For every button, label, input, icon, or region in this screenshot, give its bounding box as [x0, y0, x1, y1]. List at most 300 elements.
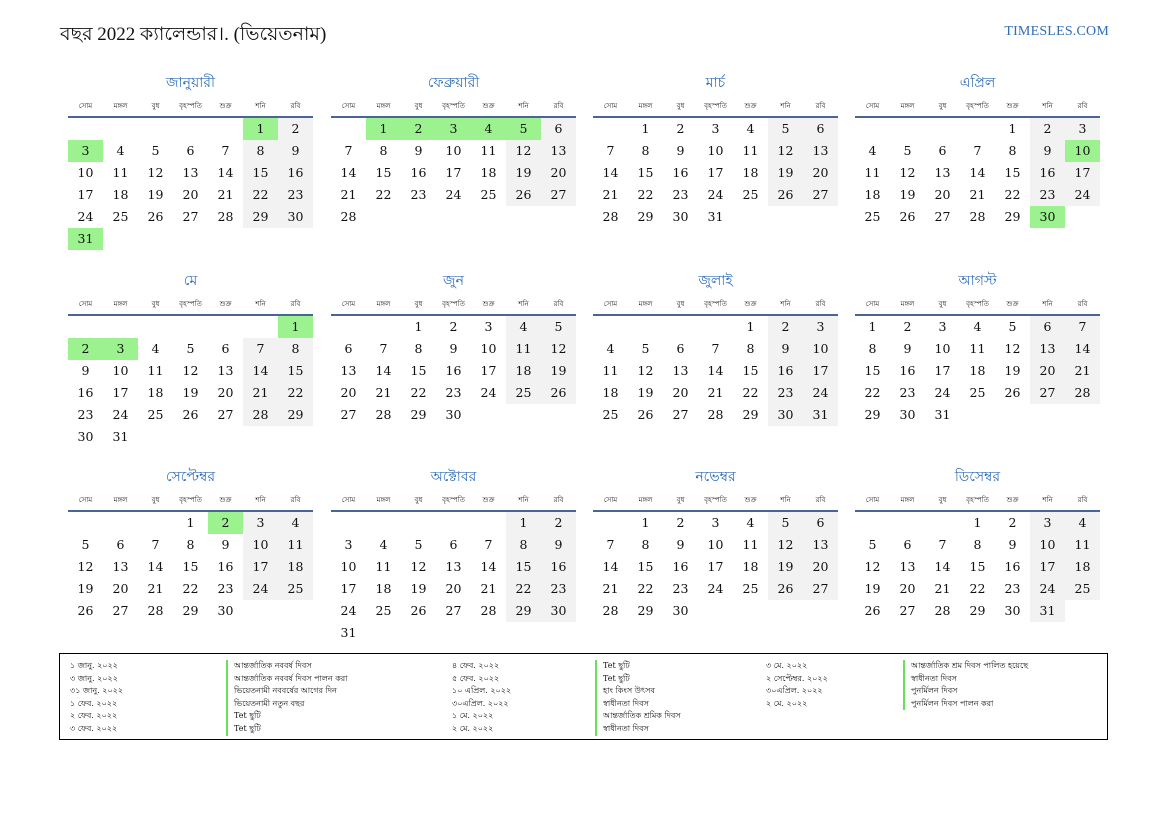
empty-cell [366, 512, 401, 534]
day-cell: 5 [1008, 319, 1017, 334]
day-cell: 27 [340, 407, 357, 422]
weekday-label: বুধ [938, 300, 947, 308]
day-cell: 14 [969, 165, 986, 180]
day-cell: 20 [217, 385, 234, 400]
day-cell: 11 [742, 143, 759, 158]
legend-date: ২ সেপ্টেম্বর. ২০২২ [766, 673, 828, 683]
day-cell: 4 [973, 319, 982, 334]
day-cell: 10 [112, 363, 129, 378]
weekday-label: সোম [341, 102, 356, 110]
month-name: সেপ্টেম্বর [165, 469, 216, 485]
empty-cell [68, 118, 103, 140]
page-title: বছর 2022 ক্যালেন্ডার।. (ভিয়েতনাম) [60, 24, 327, 45]
day-cell: 27 [672, 407, 689, 422]
day-cell: 10 [1065, 140, 1100, 162]
day-cell: 16 [77, 385, 94, 400]
empty-cell [208, 118, 243, 140]
weekday-label: শনি [1042, 300, 1053, 308]
day-cell: 15 [243, 162, 278, 184]
weekday-label: রবি [290, 102, 301, 110]
day-cell: 24 [1065, 184, 1100, 206]
weekday-label: বৃহস্পতি [704, 102, 727, 110]
day-cell: 21 [1065, 360, 1100, 382]
day-cell: 7 [973, 143, 982, 158]
weekday-label: রবি [553, 300, 564, 308]
day-cell: 14 [340, 165, 357, 180]
day-cell: 30 [1030, 206, 1065, 228]
day-cell: 29 [506, 600, 541, 622]
day-cell: 2 [676, 515, 685, 530]
day-grid [68, 118, 313, 250]
day-cell: 11 [1065, 534, 1100, 556]
day-cell: 18 [278, 556, 313, 578]
day-cell: 9 [1008, 537, 1017, 552]
day-cell: 4 [116, 143, 125, 158]
day-cell: 14 [480, 559, 497, 574]
day-cell: 5 [903, 143, 912, 158]
empty-cell [401, 512, 436, 534]
day-cell: 4 [1065, 512, 1100, 534]
empty-cell [68, 316, 103, 338]
day-cell: 30 [672, 603, 689, 618]
day-cell: 26 [541, 382, 576, 404]
weekday-label: বুধ [151, 102, 160, 110]
day-cell: 16 [768, 360, 803, 382]
day-grid [855, 316, 1100, 426]
legend-holiday-name: ভিয়েতনামী নতুন বছর [226, 698, 348, 711]
month-block [68, 70, 313, 250]
day-cell: 26 [768, 184, 803, 206]
day-cell: 5 [768, 118, 803, 140]
day-cell: 27 [541, 184, 576, 206]
empty-cell [593, 512, 628, 534]
day-cell: 25 [1065, 578, 1100, 600]
day-cell: 5 [541, 316, 576, 338]
day-cell: 26 [768, 578, 803, 600]
empty-cell [890, 512, 925, 534]
day-cell: 23 [77, 407, 94, 422]
day-cell: 14 [217, 165, 234, 180]
day-cell: 8 [641, 143, 650, 158]
day-cell: 7 [221, 143, 230, 158]
day-cell: 9 [768, 338, 803, 360]
day-cell: 10 [340, 559, 357, 574]
weekday-label: সোম [865, 496, 880, 504]
day-cell: 23 [278, 184, 313, 206]
day-grid [331, 316, 576, 426]
day-cell: 27 [182, 209, 199, 224]
legend-names-col-3 [903, 660, 1028, 710]
weekday-label: শনি [518, 102, 529, 110]
legend-date: ৩০এপ্রিল. ২০২২ [452, 698, 509, 708]
brand-link[interactable]: TIMESLES.COM [1004, 24, 1109, 39]
day-cell: 8 [414, 341, 423, 356]
month-name: জানুয়ারী [166, 75, 215, 91]
weekday-label: রবি [1077, 102, 1088, 110]
day-cell: 21 [340, 187, 357, 202]
day-cell: 29 [182, 603, 199, 618]
day-cell: 22 [1004, 187, 1021, 202]
day-cell: 21 [375, 385, 392, 400]
day-cell: 28 [602, 603, 619, 618]
day-cell: 17 [77, 187, 94, 202]
day-cell: 2 [278, 118, 313, 140]
legend-date: ৩ মে. ২০২২ [766, 661, 808, 670]
day-cell: 22 [864, 385, 881, 400]
day-cell: 28 [217, 209, 234, 224]
weekday-label: বুধ [414, 300, 423, 308]
day-cell: 25 [602, 407, 619, 422]
day-cell: 21 [243, 382, 278, 404]
day-cell: 6 [803, 512, 838, 534]
day-cell: 19 [1004, 363, 1021, 378]
day-cell: 14 [1065, 338, 1100, 360]
month-name: মে [183, 273, 198, 289]
day-cell: 1 [746, 319, 755, 334]
day-cell: 2 [449, 319, 458, 334]
day-cell: 29 [969, 603, 986, 618]
day-cell: 12 [768, 140, 803, 162]
weekday-header [331, 294, 576, 316]
day-cell: 18 [375, 581, 392, 596]
legend-holiday-name: পুনর্মিলন দিবস [903, 685, 1028, 698]
day-cell: 31 [1030, 600, 1065, 622]
day-cell: 13 [217, 363, 234, 378]
day-cell: 31 [803, 404, 838, 426]
weekday-label: শনি [780, 300, 791, 308]
day-cell: 22 [182, 581, 199, 596]
day-cell: 21 [147, 581, 164, 596]
day-cell: 11 [112, 165, 129, 180]
day-cell: 17 [112, 385, 129, 400]
day-cell: 15 [278, 360, 313, 382]
day-cell: 13 [541, 140, 576, 162]
legend-holiday-name: পুনর্মিলন দিবস পালন করা [903, 698, 1028, 711]
day-cell: 3 [68, 140, 103, 162]
empty-cell [103, 512, 138, 534]
day-cell: 28 [1065, 382, 1100, 404]
day-cell: 23 [541, 578, 576, 600]
legend-names-col-1 [226, 660, 348, 736]
day-cell: 13 [803, 140, 838, 162]
day-cell: 26 [147, 209, 164, 224]
day-cell: 23 [672, 187, 689, 202]
day-cell: 9 [414, 143, 423, 158]
weekday-label: মঙ্গল [900, 300, 915, 308]
day-cell: 7 [606, 537, 615, 552]
day-cell: 28 [375, 407, 392, 422]
holiday-legend [59, 653, 1108, 740]
day-cell: 7 [606, 143, 615, 158]
day-cell: 13 [182, 165, 199, 180]
day-cell: 3 [344, 537, 353, 552]
day-cell: 1 [414, 319, 423, 334]
day-cell: 17 [1065, 162, 1100, 184]
day-cell: 9 [278, 140, 313, 162]
legend-names-col-2 [595, 660, 681, 736]
day-cell: 6 [676, 341, 685, 356]
day-cell: 22 [742, 385, 759, 400]
legend-date: ২ মে. ২০২২ [766, 698, 808, 708]
weekday-label: শুক্র [219, 496, 232, 504]
day-cell: 30 [445, 407, 462, 422]
month-name: জুন [443, 273, 464, 289]
day-cell: 18 [969, 363, 986, 378]
day-cell: 23 [217, 581, 234, 596]
day-cell: 5 [768, 512, 803, 534]
day-cell: 24 [112, 407, 129, 422]
empty-cell [208, 316, 243, 338]
empty-cell [593, 316, 628, 338]
weekday-header [68, 294, 313, 316]
legend-holiday-name: ভিয়েতনামী নববর্ষের আগের দিন [226, 685, 348, 698]
weekday-label: বৃহস্পতি [966, 300, 989, 308]
day-cell: 26 [410, 603, 427, 618]
day-cell: 20 [934, 187, 951, 202]
empty-cell [68, 512, 103, 534]
month-block [855, 268, 1100, 426]
day-cell: 29 [742, 407, 759, 422]
day-cell: 22 [243, 184, 278, 206]
weekday-label: বৃহস্পতি [179, 496, 202, 504]
weekday-label: সোম [865, 102, 880, 110]
weekday-header [855, 294, 1100, 316]
weekday-label: শুক্র [482, 102, 495, 110]
day-cell: 16 [445, 363, 462, 378]
day-cell: 5 [81, 537, 90, 552]
day-cell: 12 [1004, 341, 1021, 356]
day-cell: 4 [868, 143, 877, 158]
day-cell: 15 [506, 556, 541, 578]
weekday-label: শনি [780, 496, 791, 504]
day-cell: 19 [147, 187, 164, 202]
day-cell: 4 [746, 515, 755, 530]
day-cell: 20 [1030, 360, 1065, 382]
empty-cell [173, 316, 208, 338]
day-cell: 25 [147, 407, 164, 422]
day-cell: 16 [672, 559, 689, 574]
day-cell: 22 [506, 578, 541, 600]
empty-cell [366, 316, 401, 338]
empty-cell [960, 118, 995, 140]
day-cell: 12 [182, 363, 199, 378]
legend-date: ১ মে. ২০২২ [452, 711, 494, 721]
day-cell: 29 [278, 404, 313, 426]
day-cell: 20 [445, 581, 462, 596]
day-cell: 14 [147, 559, 164, 574]
day-cell: 4 [471, 118, 506, 140]
day-cell: 2 [68, 338, 103, 360]
weekday-header [68, 96, 313, 118]
day-cell: 28 [707, 407, 724, 422]
day-cell: 2 [903, 319, 912, 334]
day-cell: 3 [243, 512, 278, 534]
day-cell: 8 [186, 537, 195, 552]
day-cell: 3 [436, 118, 471, 140]
day-cell: 25 [742, 187, 759, 202]
day-cell: 13 [112, 559, 129, 574]
day-cell: 5 [414, 537, 423, 552]
day-cell: 19 [410, 581, 427, 596]
weekday-header [593, 96, 838, 118]
weekday-label: বুধ [414, 496, 423, 504]
day-cell: 17 [243, 556, 278, 578]
day-cell: 28 [340, 209, 357, 224]
empty-cell [138, 118, 173, 140]
legend-date: ১ জানু. ২০২২ [70, 661, 118, 670]
day-cell: 5 [186, 341, 195, 356]
day-cell: 2 [1030, 118, 1065, 140]
day-cell: 17 [707, 559, 724, 574]
day-cell: 18 [506, 360, 541, 382]
weekday-label: সোম [78, 102, 93, 110]
day-grid [593, 316, 838, 426]
day-cell: 26 [637, 407, 654, 422]
empty-cell [103, 316, 138, 338]
day-cell: 7 [151, 537, 160, 552]
day-cell: 25 [506, 382, 541, 404]
weekday-label: শনি [255, 102, 266, 110]
day-cell: 15 [182, 559, 199, 574]
weekday-label: বৃহস্পতি [704, 496, 727, 504]
month-name: নভেম্বর [695, 469, 736, 485]
legend-date: ১ ফেব. ২০২২ [70, 698, 118, 708]
day-cell: 14 [243, 360, 278, 382]
day-cell: 5 [506, 118, 541, 140]
weekday-label: মঙ্গল [113, 496, 128, 504]
day-cell: 17 [445, 165, 462, 180]
day-cell: 16 [217, 559, 234, 574]
month-name: আগস্ট [958, 273, 997, 289]
weekday-label: বৃহস্পতি [442, 496, 465, 504]
weekday-label: রবি [1077, 496, 1088, 504]
day-cell: 18 [480, 165, 497, 180]
weekday-header [855, 96, 1100, 118]
day-cell: 1 [506, 512, 541, 534]
day-cell: 27 [803, 578, 838, 600]
day-cell: 13 [934, 165, 951, 180]
day-cell: 10 [445, 143, 462, 158]
day-cell: 11 [602, 363, 619, 378]
empty-cell [138, 316, 173, 338]
day-cell: 12 [637, 363, 654, 378]
weekday-label: শনি [518, 300, 529, 308]
weekday-label: সোম [865, 300, 880, 308]
day-cell: 2 [208, 512, 243, 534]
day-cell: 2 [768, 316, 803, 338]
weekday-header [593, 490, 838, 512]
day-cell: 15 [742, 363, 759, 378]
day-cell: 19 [899, 187, 916, 202]
day-cell: 24 [934, 385, 951, 400]
weekday-label: শনি [518, 496, 529, 504]
day-cell: 30 [899, 407, 916, 422]
weekday-label: রবি [553, 102, 564, 110]
day-cell: 10 [707, 537, 724, 552]
day-cell: 1 [868, 319, 877, 334]
weekday-label: বৃহস্পতি [179, 300, 202, 308]
day-cell: 23 [1004, 581, 1021, 596]
day-cell: 20 [112, 581, 129, 596]
day-cell: 5 [641, 341, 650, 356]
day-cell: 23 [672, 581, 689, 596]
day-cell: 6 [186, 143, 195, 158]
day-cell: 14 [707, 363, 724, 378]
day-cell: 2 [541, 512, 576, 534]
day-cell: 24 [243, 578, 278, 600]
legend-holiday-name: Tet ছুটি [226, 710, 348, 723]
weekday-label: সোম [603, 496, 618, 504]
legend-dates-col-2 [452, 660, 511, 736]
day-grid [331, 512, 576, 644]
weekday-label: শুক্র [1006, 102, 1019, 110]
legend-date: ৩১ জানু. ২০২২ [70, 686, 124, 696]
day-cell: 21 [480, 581, 497, 596]
legend-date: ৩ জানু. ২০২২ [70, 673, 118, 683]
legend-holiday-name: আন্তর্জাতিক শ্রম দিবস পালিত হয়েছে [903, 660, 1028, 673]
day-cell: 8 [278, 338, 313, 360]
day-cell: 24 [707, 187, 724, 202]
day-cell: 22 [410, 385, 427, 400]
day-cell: 27 [803, 184, 838, 206]
day-cell: 15 [410, 363, 427, 378]
day-cell: 21 [602, 581, 619, 596]
weekday-label: রবি [815, 300, 826, 308]
day-cell: 5 [868, 537, 877, 552]
day-cell: 8 [746, 341, 755, 356]
weekday-label: মঙ্গল [638, 102, 653, 110]
weekday-label: সোম [78, 300, 93, 308]
day-cell: 4 [606, 341, 615, 356]
day-cell: 10 [934, 341, 951, 356]
weekday-label: বুধ [151, 496, 160, 504]
day-cell: 27 [899, 603, 916, 618]
empty-cell [698, 316, 733, 338]
empty-cell [855, 118, 890, 140]
weekday-label: শুক্র [744, 102, 757, 110]
legend-holiday-name: আন্তর্জাতিক নববর্ষ দিবস [226, 660, 348, 673]
day-cell: 23 [899, 385, 916, 400]
day-cell: 8 [1008, 143, 1017, 158]
day-cell: 30 [278, 206, 313, 228]
day-cell: 7 [1065, 316, 1100, 338]
day-cell: 24 [707, 581, 724, 596]
day-grid [855, 118, 1100, 228]
month-name: এপ্রিল [959, 75, 996, 91]
day-cell: 9 [1030, 140, 1065, 162]
day-cell: 26 [899, 209, 916, 224]
day-cell: 3 [711, 121, 720, 136]
day-cell: 18 [864, 187, 881, 202]
day-cell: 5 [151, 143, 160, 158]
weekday-label: রবি [815, 496, 826, 504]
empty-cell [593, 118, 628, 140]
weekday-label: বৃহস্পতি [966, 496, 989, 504]
day-cell: 2 [676, 121, 685, 136]
day-cell: 24 [340, 603, 357, 618]
day-cell: 15 [1004, 165, 1021, 180]
day-cell: 6 [116, 537, 125, 552]
day-cell: 17 [803, 360, 838, 382]
month-block [331, 70, 576, 228]
weekday-label: সোম [603, 102, 618, 110]
day-cell: 22 [375, 187, 392, 202]
day-cell: 28 [969, 209, 986, 224]
empty-cell [173, 118, 208, 140]
legend-date: ২ ফেব. ২০২২ [70, 711, 118, 721]
empty-cell [243, 316, 278, 338]
empty-cell [925, 512, 960, 534]
